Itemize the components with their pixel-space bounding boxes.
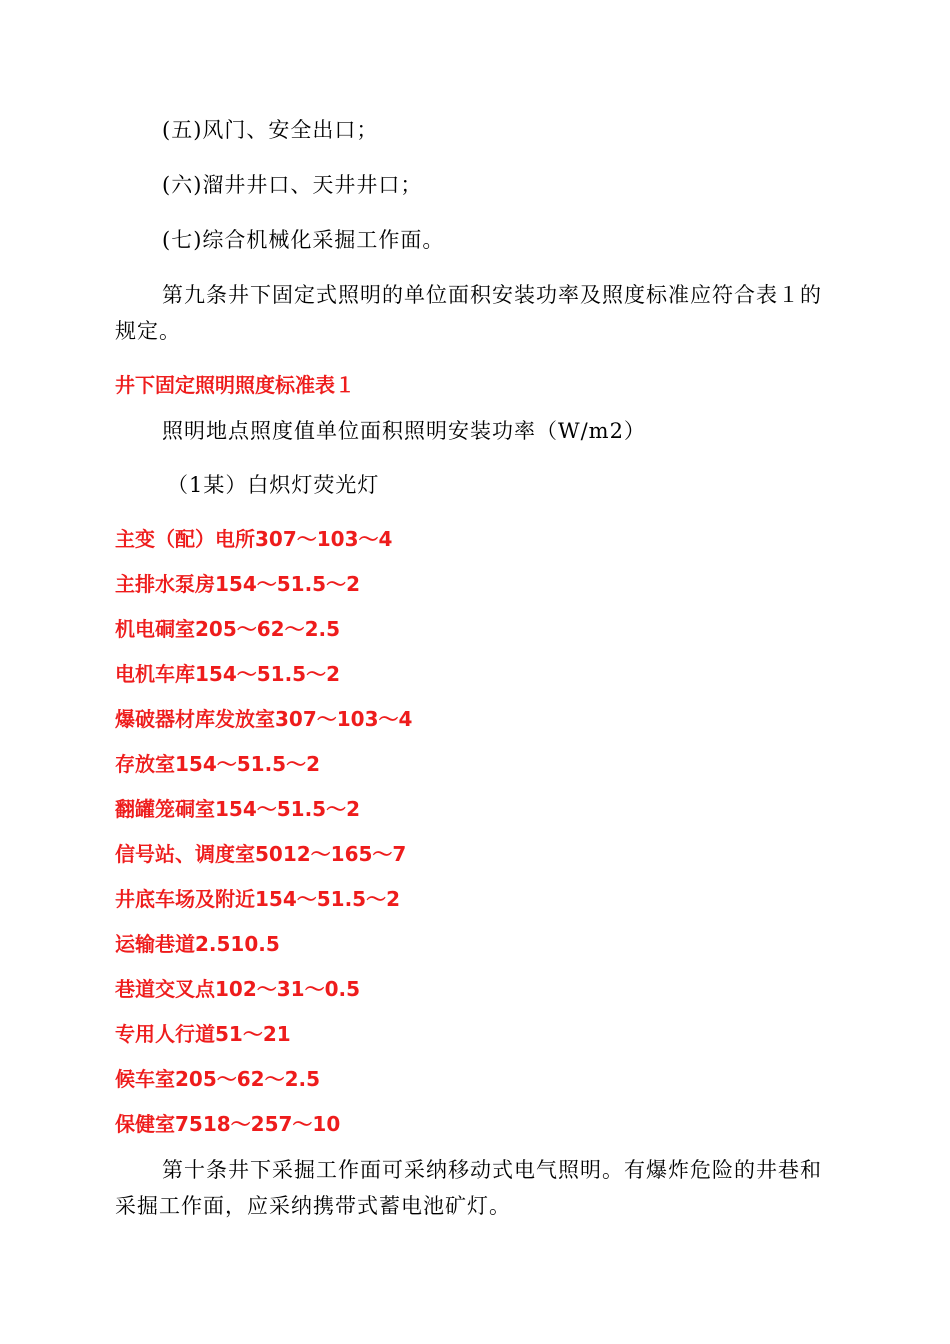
clause-item-6: (六)溜井井口、天井井口； <box>162 173 423 197</box>
article-10-line-1: 第十条井下采掘工作面可采纳移动式电气照明。有爆炸危险的井巷和 <box>162 1158 822 1182</box>
clause-item-5: (五)风门、安全出口； <box>162 118 379 142</box>
table-row: 存放室154～51.5～2 <box>115 752 321 776</box>
table-subheader-row: （1某）白炽灯荧光灯 <box>167 473 380 497</box>
article-9-line-2: 规定。 <box>115 319 181 343</box>
table-row: 信号站、调度室5012～165～7 <box>115 842 407 866</box>
table-row: 翻罐笼硐室154～51.5～2 <box>115 797 361 821</box>
table-header-row: 照明地点照度值单位面积照明安装功率（W/m2） <box>162 419 646 443</box>
table-row: 爆破器材库发放室307～103～4 <box>115 707 413 731</box>
table-row: 井底车场及附近154～51.5～2 <box>115 887 401 911</box>
table-row: 巷道交叉点102～31～0.5 <box>115 977 361 1001</box>
table-row: 主变（配）电所307～103～4 <box>115 527 393 551</box>
table-row: 机电硐室205～62～2.5 <box>115 617 341 641</box>
table-row: 主排水泵房154～51.5～2 <box>115 572 361 596</box>
table-row: 专用人行道51～21 <box>115 1022 291 1046</box>
table-row: 电机车库154～51.5～2 <box>115 662 341 686</box>
article-10-line-2: 采掘工作面，应采纳携带式蓄电池矿灯。 <box>115 1194 511 1218</box>
article-9-line-1: 第九条井下固定式照明的单位面积安装功率及照度标准应符合表１的 <box>162 283 822 307</box>
table-row: 保健室7518～257～10 <box>115 1112 341 1136</box>
table-title: 井下固定照明照度标准表１ <box>115 373 355 397</box>
table-row: 运输巷道2.510.5 <box>115 932 280 956</box>
table-row: 候车室205～62～2.5 <box>115 1067 321 1091</box>
clause-item-7: (七)综合机械化采掘工作面。 <box>162 228 445 252</box>
